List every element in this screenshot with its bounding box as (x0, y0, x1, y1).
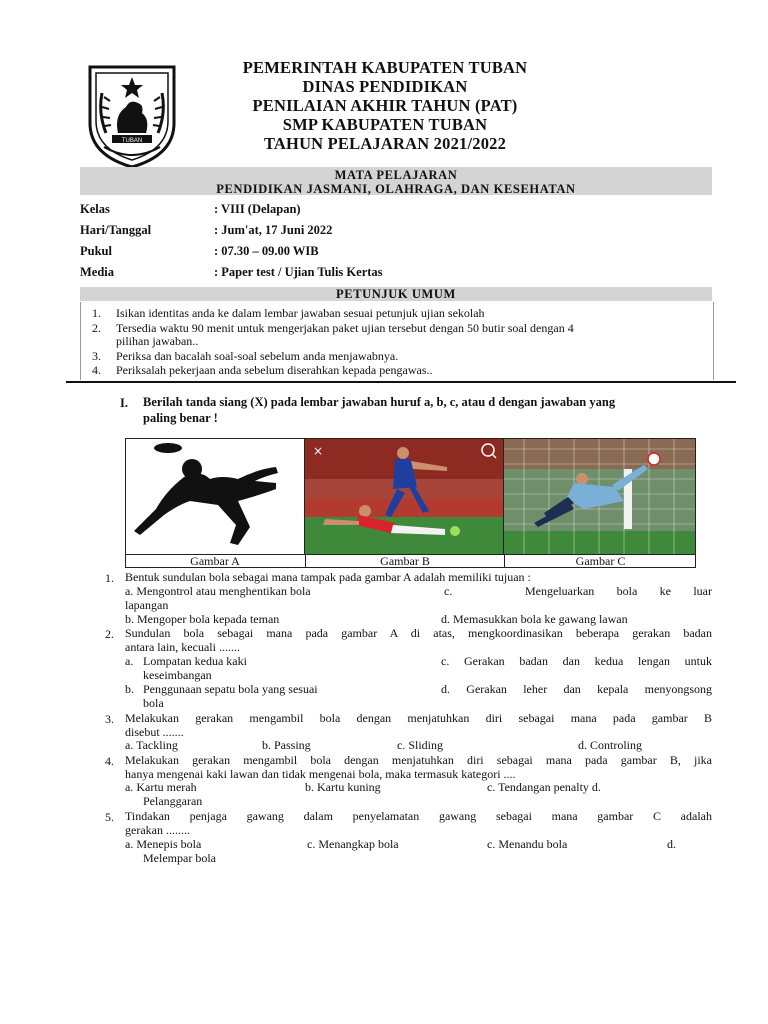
info-value-date: : Jum'at, 17 Juni 2022 (214, 223, 333, 237)
images-table (125, 438, 696, 568)
sliding-tackle-photo (305, 439, 503, 554)
caption-row (126, 554, 695, 568)
question-stem: Tindakan penjaga gawang dalam penyelamatan gawang sebagai mana gambar C adalah (125, 809, 712, 823)
goalkeeper-dive-photo (504, 439, 695, 554)
close-icon: × (313, 444, 324, 458)
option-d-continued: bola (143, 696, 164, 710)
option-d: d. Gerakan leher dan kepala menyongsong (441, 682, 712, 696)
caption-gambar-b: Gambar B (305, 555, 504, 568)
option-c: c. Gerakan badan dan kedua lengan untuk (441, 654, 712, 668)
caption-gambar-a: Gambar A (190, 554, 240, 568)
instruction-num: 4. (92, 363, 101, 377)
option-a: a. Mengontrol atau menghentikan bola (125, 584, 311, 598)
option-c: Mengeluarkan bola ke luar (525, 584, 712, 598)
section-instruction-line: Berilah tanda siang (X) pada lembar jawaban huruf a, b, c, atau d dengan jawaban yang (143, 395, 616, 409)
instruction-text: Tersedia waktu 90 menit untuk mengerjakan paket ujian tersebut dengan 50 butir soal dengan 4 (116, 321, 574, 335)
option-b: b. Mengoper bola kepada teman (125, 612, 280, 626)
option-b: c. Menangkap bola (307, 837, 399, 851)
info-value-class: : VIII (Delapan) (214, 202, 301, 216)
info-label-media: Media (80, 265, 115, 279)
option-b: Penggunaan sepatu bola yang sesuai (143, 682, 318, 696)
question-stem: Bentuk sundulan bola sebagai mana tampak pada gambar A adalah memiliki tujuan : (125, 570, 531, 584)
option-c: c. Menandu bola (487, 837, 568, 851)
question-stem-continued: hanya mengenai kaki lawan dan tidak mengenai bola, maka termasuk kategori .... (125, 767, 516, 781)
option-d-continued: Pelanggaran (143, 794, 203, 808)
info-value-media: : Paper test / Ujian Tulis Kertas (214, 265, 383, 279)
instructions-title: PETUNJUK UMUM (80, 287, 712, 301)
header-line-exam: PENILAIAN AKHIR TAHUN (PAT) (252, 96, 518, 115)
option-a: a. Menepis bola (125, 837, 202, 851)
option-c-letter: c. (444, 584, 453, 598)
image-cell-c (504, 439, 695, 554)
option-b: b. Passing (262, 738, 311, 752)
question-stem-continued: antara lain, kecuali ....... (125, 640, 240, 654)
instruction-text: Periksa dan bacalah soal-soal sebelum anda menjawabnya. (116, 349, 399, 363)
subject-label: MATA PELAJARAN (334, 168, 458, 182)
question-stem-continued: gerakan ........ (125, 823, 190, 837)
option-a-letter: a. (125, 654, 134, 668)
instruction-text: pilihan jawaban.. (116, 334, 199, 348)
option-d: d. Controling (578, 738, 643, 752)
question-stem-continued: disebut ....... (125, 725, 184, 739)
option-a: a. Kartu merah (125, 780, 197, 794)
section-instruction (143, 394, 723, 426)
option-c: c. Tendangan penalty d. (487, 780, 601, 794)
logo-caption: TUBAN (121, 138, 143, 144)
instruction-num: 3. (92, 349, 101, 363)
option-b-letter: b. (125, 682, 134, 696)
question-stem: Sundulan bola sebagai mana pada gambar A di atas, mengkoordinasikan beberapa gerakan badan (125, 626, 712, 640)
option-b: b. Kartu kuning (305, 780, 381, 794)
header-line-department: DINAS PENDIDIKAN (302, 77, 468, 96)
subject-band (80, 167, 712, 195)
section-number: I. (120, 396, 128, 410)
info-value-time: : 07.30 – 09.00 WIB (214, 244, 319, 258)
question-stem: Melakukan gerakan mengambil bola dengan menjatuhkan diri sebagai mana pada gambar B (125, 711, 712, 725)
image-cell-b (305, 439, 504, 554)
instruction-text: Isikan identitas anda ke dalam lembar jawaban sesuai petunjuk ujian sekolah (116, 306, 485, 320)
header-line-government: PEMERINTAH KABUPATEN TUBAN (242, 58, 528, 77)
info-label-date: Hari/Tanggal (80, 223, 152, 237)
question-number: 3. (105, 712, 114, 726)
image-cell-a (126, 439, 305, 554)
question-number: 1. (105, 571, 114, 585)
option-c: c. Sliding (397, 738, 444, 752)
option-d-continued: Melempar bola (143, 851, 216, 865)
question-stem: Melakukan gerakan mengambil bola dengan menjatuhkan diri sebagai mana pada gambar B, jika (125, 753, 712, 767)
section-instruction-line: paling benar ! (143, 411, 218, 425)
option-c-continued: lapangan (125, 598, 169, 612)
option-c-continued: keseimbangan (143, 668, 212, 682)
question-number: 2. (105, 627, 114, 641)
header-silhouette-image (126, 439, 304, 554)
divider (66, 381, 736, 383)
header-line-school: SMP KABUPATEN TUBAN (282, 115, 488, 134)
instruction-num: 2. (92, 321, 101, 335)
option-a: Lompatan kedua kaki (143, 654, 247, 668)
caption-gambar-c: Gambar C (504, 555, 696, 568)
info-label-time: Pukul (80, 244, 112, 258)
info-label-class: Kelas (80, 202, 110, 216)
instruction-num: 1. (92, 306, 101, 320)
question-number: 5. (105, 810, 114, 824)
option-d: d. Memasukkan bola ke gawang lawan (441, 612, 628, 626)
option-d-letter: d. (667, 837, 676, 851)
question-number: 4. (105, 754, 114, 768)
instruction-text: Periksalah pekerjaan anda sebelum diserahkan kepada pengawas.. (116, 363, 433, 377)
option-a: a. Tackling (125, 738, 178, 752)
subject-name: PENDIDIKAN JASMANI, OLAHRAGA, DAN KESEHATAN (216, 182, 576, 196)
header-line-year: TAHUN PELAJARAN 2021/2022 (263, 134, 507, 153)
